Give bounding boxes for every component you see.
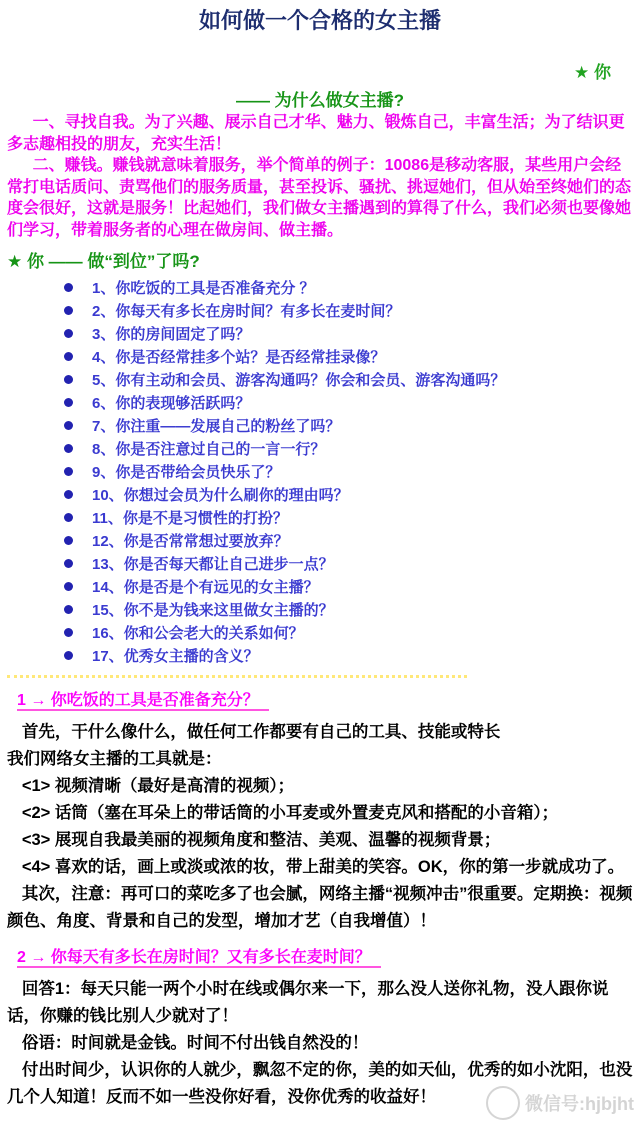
section-heading-text[interactable]: 2 → 你每天有多长在房时间？又有多长在麦时间？ [17, 949, 381, 968]
bullet-icon [64, 375, 73, 384]
checklist-item [7, 276, 633, 299]
article-section [7, 690, 633, 935]
checklist-item [7, 621, 633, 644]
checklist-item-text: 13、你是否每天都让自己进步一点？ [92, 556, 334, 573]
checklist-item-text: 16、你和公会老大的关系如何？ [92, 625, 304, 642]
checklist-item-text: 4、你是否经常挂多个站？是否经常挂录像？ [92, 349, 386, 366]
body-paragraph: <3> 展现自我最美丽的视频角度和整洁、美观、温馨的视频背景； [21, 831, 501, 849]
body-paragraph: <1> 视频清晰（最好是高清的视频）； [21, 777, 295, 795]
checklist-item-text: 7、你注重——发展自己的粉丝了吗？ [92, 418, 341, 435]
bullet-icon [64, 651, 73, 660]
checklist-item [7, 483, 633, 506]
checklist-item-text: 6、你的表现够活跃吗？ [92, 395, 251, 412]
section-heading-link[interactable] [17, 690, 633, 711]
article-section [7, 947, 633, 1111]
checklist-item-text: 11、你是不是习惯性的打扮？ [92, 510, 288, 527]
checklist-item-text: 1、你吃饭的工具是否准备充分 ？ [92, 280, 315, 297]
bullet-icon [64, 628, 73, 637]
body-paragraph: 付出时间少，认识你的人就少，飘忽不定的你，美的如天仙，优秀的如小沈阳，也没几个人知道！反而不如一些没你好看，没你优秀的收益好！ [7, 1061, 633, 1106]
checklist-item [7, 391, 633, 414]
body-paragraph: <4> 喜欢的话，画上或淡或浓的妆，带上甜美的笑容。OK，你的第一步就成功了。 [21, 858, 625, 876]
checklist-item-text: 2、你每天有多长在房时间？有多长在麦时间？ [92, 303, 401, 320]
checklist [7, 276, 633, 667]
checklist-item-text: 14、你是否是个有远见的女主播？ [92, 579, 319, 596]
star-you-label: ★ 你 [574, 63, 611, 82]
checklist-item-text: 10、你想过会员为什么刷你的理由吗？ [92, 487, 349, 504]
body-paragraph: 我们网络女主播的工具就是： [7, 750, 222, 768]
body-paragraph: 其次，注意：再可口的菜吃多了也会腻，网络主播“视频冲击”很重要。定期换：视频颜色、角度、背景和自己的发型，增加才艺（自我增值）！ [7, 885, 633, 930]
bullet-icon [64, 352, 73, 361]
document-page [0, 6, 640, 1111]
section-divider [7, 675, 467, 678]
checklist-item-text: 8、你是否注意过自己的一言一行？ [92, 441, 326, 458]
checklist-item-text: 17、优秀女主播的含义？ [92, 648, 259, 665]
checklist-item [7, 299, 633, 322]
bullet-icon [64, 444, 73, 453]
bullet-icon [64, 467, 73, 476]
bullet-icon [64, 490, 73, 499]
intro-paragraph: 一、寻找自我。为了兴趣、展示自己才华、魅力、锻炼自己，丰富生活；为了结识更多志趣相投的朋友，充实生活！ [7, 114, 625, 153]
checklist-item [7, 460, 633, 483]
watermark-text: 微信号:hjbjht [525, 1094, 634, 1114]
checklist-item [7, 575, 633, 598]
checklist-item [7, 644, 633, 667]
checklist-item-text: 9、你是否带给会员快乐了？ [92, 464, 281, 481]
bullet-icon [64, 306, 73, 315]
checklist-item-text: 12、你是否常常想过要放弃？ [92, 533, 289, 550]
bullet-icon [64, 536, 73, 545]
bullet-icon [64, 421, 73, 430]
why-be-streamer-heading: —— 为什么做女主播? [235, 91, 405, 110]
bullet-icon [64, 283, 73, 292]
article-sections [7, 690, 633, 1111]
checklist-item [7, 552, 633, 575]
checklist-item [7, 368, 633, 391]
checklist-item-text: 3、你的房间固定了吗？ [92, 326, 251, 343]
page-title: 如何做一个合格的女主播 [198, 8, 441, 33]
checklist-item [7, 437, 633, 460]
bullet-icon [64, 605, 73, 614]
checklist-item [7, 345, 633, 368]
checklist-item-text: 5、你有主动和会员、游客沟通吗？你会和会员、游客沟通吗？ [92, 372, 506, 389]
checklist-item [7, 414, 633, 437]
checklist-item [7, 598, 633, 621]
bullet-icon [64, 582, 73, 591]
bullet-icon [64, 513, 73, 522]
intro-paragraph: 二、赚钱。赚钱就意味着服务，举个简单的例子：10086是移动客服，某些用户会经常打电话质问、责骂他们的服务质量，甚至投诉、骚扰、挑逗她们，但从始至终她们的态度会很好，这就是服务！比起她们，我们做女主播遇到的算得了什么，我们必须也要像她们学习，带着服务者的心理在做房间、做主播。 [7, 157, 632, 239]
bullet-icon [64, 329, 73, 338]
checklist-heading: ★ 你 —— 做“到位”了吗? [7, 252, 200, 271]
bullet-icon [64, 559, 73, 568]
bullet-icon [64, 398, 73, 407]
checklist-item-text: 15、你不是为钱来这里做女主播的？ [92, 602, 334, 619]
checklist-item [7, 322, 633, 345]
section-heading-text[interactable]: 1 → 你吃饭的工具是否准备充分？ [17, 692, 269, 711]
body-paragraph: 俗语：时间就是金钱。时间不付出钱自然没的！ [21, 1034, 369, 1052]
body-paragraph: 回答1：每天只能一两个小时在线或偶尔来一下，那么没人送你礼物，没人跟你说话，你赚的钱比别人少就对了！ [7, 980, 609, 1025]
section-heading-link[interactable] [17, 947, 633, 968]
intro-paragraphs [7, 112, 633, 241]
body-paragraph: <2> 话筒（塞在耳朵上的带话筒的小耳麦或外置麦克风和搭配的小音箱）； [21, 804, 559, 822]
checklist-item [7, 529, 633, 552]
checklist-item [7, 506, 633, 529]
body-paragraph: 首先，干什么像什么，做任何工作都要有自己的工具、技能或特长 [21, 723, 501, 741]
